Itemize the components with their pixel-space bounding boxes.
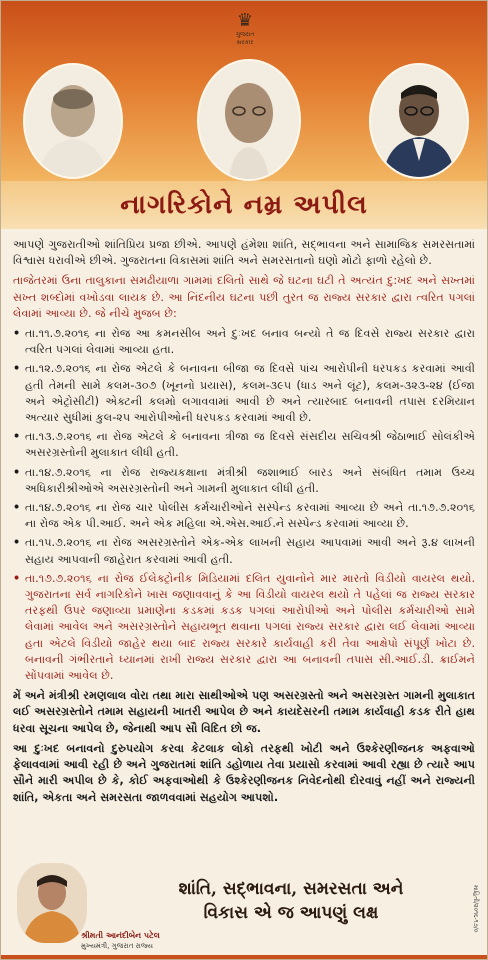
portrait-right-figure [371,65,467,177]
action-list [13,326,475,684]
slogan-line-2: વિકાસ એ જ આપણું લક્ષ [203,903,379,923]
portrait-right [369,63,469,179]
portrait-center [197,59,301,181]
list-item: • તા.૧૪.૭.૨૦૧૬ ના રોજ ચાર પોલીસ કર્મચારીઓને સસ્પેન્ડ કરવામાં આવ્યા છે અને તા.૧૭.૭.૨૦૧૬ ના રોજ એક પી.આઈ. અને એક મહિલા એ.એસ.આઈ.ને સસ્પેન્ડ કરવામાં આવ્યા છે. [13,500,475,532]
header-banner [1,1,487,181]
incident-paragraph: તાજેતરમાં ઉના તાલુકાના સમઢીયાળા ગામમાં દલિતો સાથે જે ઘટના ઘટી તે અત્યંત દુ:ખદ અને સખ્તમાં સખ્ત શબ્દોમાં વખોડવા લાયક છે. આ નિંદનીય ઘટના પછી તુરત જ રાજ્ય સરકાર દ્વારા ત્વરિત પગલાં લેવામાં આવ્યા છે. જે નીચે મુજબ છે: [13,274,475,320]
list-item: • તા.૧૪.૭.૨૦૧૬ ના રોજ રાજ્યકક્ષાના મંત્રીશ્રી જશાભાઈ બારડ અને સંબંધિત તમામ ઉચ્ચ અધિકારીશ્રીઓએ અસરગ્રસ્તોની અને ગામની મુલાકાત લીધી હતી. [13,465,475,497]
cm-photo-figure [17,863,87,943]
portrait-left-figure [25,65,121,177]
appeal-body [1,229,487,806]
government-emblem [230,11,260,47]
title-band [1,181,487,229]
list-item-highlight: • તા.૧૭.૭.૨૦૧૬ ના રોજ ઈલેક્ટ્રોનીક મિડિયામાં દલિત યુવાનોને માર મારતો વિડીયો વાયરલ થયો. ગુજરાતના સર્વ નાગરિકોને ખાસ જણાવવાનું કે આ વિડીયો વાયરલ થયો તે પહેલાં જ રાજ્ય સરકાર તરફથી ઉપર જણાવ્યા પ્રમાણેના કડકમાં કડક પગલાં આરોપીઓ અને પોલીસ કર્મચારીઓ સામે લેવામાં આવેલ અને અસરગ્રસ્તોને સહાયભૂત થવાના પગલાં રાજ્ય સરકાર દ્વારા લઈ લેવામાં આવ્યા હતા એટલે વિડીયો જાહેર થયા બાદ રાજ્ય સરકારે કાર્યવાહી કરી તેવા આક્ષેપો સંપૂર્ણ ખોટા છે. બનાવની ગંભીરતાને ધ્યાનમાં રાખી રાજ્ય સરકાર દ્વારા આ બનાવની તપાસ સી.આઈ.ડી. ક્રાઈમને સોંપવામાં આવેલ છે. [13,571,475,684]
cm-designation: મુખ્યમંત્રી, ગુજરાત રાજ્ય [81,942,153,950]
list-item: • તા.૧૫.૭.૨૦૧૬ ના રોજ અસરગ્રસ્તોને એક-એક લાખની સહાય આપવામાં આવી અને રૂ.૪ લાખની સહાય આપવાની જાહેરાત કરવામાં આવી હતી. [13,535,475,567]
list-item: • તા.૧૩.૭.૨૦૧૬ ના રોજ એટલે કે બનાવના ત્રીજા જ દિવસે સંસદીય સચિવશ્રી જેઠાભાઈ સોલંકીએ અસરગ્રસ્તોની મુલાકાત લીધી હતી. [13,429,475,461]
cm-name: શ્રીમતી આનંદીબેન પટેલ [81,931,160,940]
slogan-line-1: શાંતિ, સદ્ભાવના, સમરસતા અને [178,879,404,899]
ashoka-lions-emblem-icon: ♛ [236,10,254,31]
appeal-paragraph: આ દુઃખદ બનાવનો દુરુપયોગ કરવા કેટલાક લોકો તરફથી ખોટી અને ઉશ્કેરણીજનક અફવાઓ ફેલાવવામાં આવી રહી છે અને ગુજરાતમાં શાંતિ ડહોળાય તેવા પ્રયાસો કરવામાં આવી રહ્યા છે ત્યારે આપ સૌને મારી અપીલ છે કે, કોઈ અફવાઓથી કે ઉશ્કેરણીજનક નિવેદનોથી દોરવાવું નહીં અને રાજ્યની શાંતિ, એકતા અને સમરસતા જાળવવામાં સહયોગ આપશો. [13,741,475,804]
slogan [141,877,441,925]
portrait-center-figure [199,61,299,179]
page-title: નાગરિકોને નમ્ર અપીલ [120,190,368,220]
ad-code: માહિતી/૨૦૧૬-૧૭/૦ [472,885,479,933]
bottom-strip [1,955,487,959]
list-item: • તા.૧૨.૭.૨૦૧૬ ના રોજ એટલે કે બનાવના બીજા જ દિવસે પાંચ આરોપીની ધરપકડ કરવામાં આવી હતી તેમની સામે કલમ-૩૦૭ (ખૂનનો પ્રયાસ), કલમ-૩૯૫ (ધાડ અને લૂંટ), કલમ-૩૨૩-૨૪ (ઈજા અને એટ્રોસીટી) એક્ટની કલમો લગાવવામાં આવી છે અને ત્યારબાદ બનાવની તપાસ દરમિયાન અત્યાર સુધીમાં કુલ-૨૫ આરોપીઓની ધરપકડ કરવામાં આવી છે. [13,361,475,426]
footer [1,859,487,959]
cm-photo [17,863,87,943]
portrait-left [23,63,123,179]
minister-visit-paragraph: મેં અને મંત્રીશ્રી રમણલાલ વોરા તથા મારા સાથીઓએ પણ અસરગ્રસ્તો અને અસરગ્રસ્ત ગામની મુલાકાત લઈ અસરગ્રસ્તોને તમામ સહાયની ખાતરી આપેલ છે અને કાયદેસરની તમામ કાર્યવાહી કડક રીતે હાથ ધરવા સૂચના આપેલ છે, જેનાથી આપ સૌ વિદિત છો જ. [13,689,475,735]
list-item: • તા.૧૧.૭.૨૦૧૬ ના રોજ આ કમનસીબ અને દુઃખદ બનાવ બન્યો તે જ દિવસે રાજ્ય સરકાર દ્વારા ત્વરિત પગલાં લેવામાં આવ્યા હતા. [13,326,475,358]
emblem-caption: ગુજરાત સરકાર [235,31,255,46]
intro-paragraph: આપણે ગુજરાતીઓ શાંતિપ્રિય પ્રજા છીએ. આપણે હંમેશા શાંતિ, સદ્ભાવના અને સામાજિક સમરસતામાં વિશ્વાસ ધરાવીએ છીએ. ગુજરાતના વિકાસમાં શાંતિ અને સમરસતાનો ઘણો મોટો ફાળો રહેલો છે. [13,238,475,268]
